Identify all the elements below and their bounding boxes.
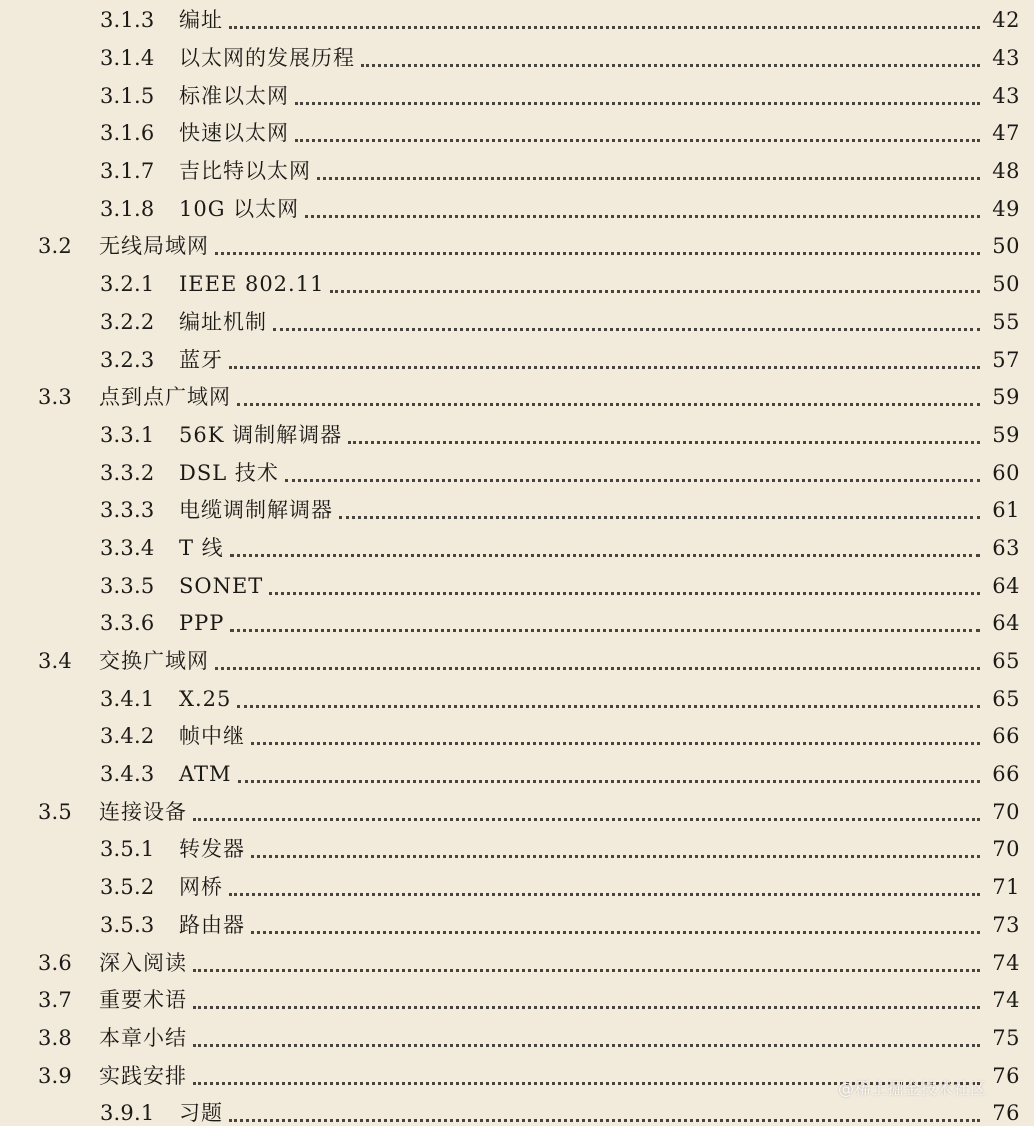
toc-entry-page: 73 [992,912,1020,937]
toc-entry-number: 3.2.2 [100,309,155,334]
toc-entry-number: 3.7 [38,988,72,1013]
toc-entry-title: 编址机制 [179,309,267,334]
toc-entry-page: 61 [992,498,1020,523]
toc-entry-number: 3.1.3 [100,8,155,33]
toc-entry-number: 3.8 [38,1025,72,1050]
table-of-contents [0,2,1034,1126]
toc-entry-page: 65 [992,649,1020,674]
toc-dot-leader [273,328,980,331]
toc-entry-title: 点到点广域网 [99,385,231,410]
toc-dot-leader [251,855,980,858]
toc-dot-leader [229,366,980,369]
toc-entry-number: 3.4.2 [100,724,155,749]
toc-entry-title: 交换广域网 [99,649,209,674]
toc-entry-number: 3.5.2 [100,875,155,900]
toc-subsection-entry [0,341,1034,379]
toc-entry-number: 3.1.8 [100,196,155,221]
toc-subsection-entry [0,417,1034,455]
toc-entry-title: ATM [179,762,232,787]
toc-subsection-entry [0,454,1034,492]
toc-entry-number: 3.6 [38,950,72,975]
toc-entry-number: 3.2 [38,234,72,259]
toc-entry-number: 3.9 [38,1063,72,1088]
toc-dot-leader [230,554,980,557]
toc-entry-number: 3.3.1 [100,422,155,447]
toc-dot-leader [193,1006,980,1009]
toc-dot-leader [269,592,980,595]
toc-subsection-entry [0,2,1034,40]
toc-entry-page: 43 [992,46,1020,71]
toc-section-entry [0,643,1034,681]
toc-entry-number: 3.1.6 [100,121,155,146]
toc-dot-leader [285,479,980,482]
toc-section-entry [0,228,1034,266]
toc-entry-title: 转发器 [179,837,245,862]
toc-entry-page: 64 [992,611,1020,636]
toc-section-entry [0,944,1034,982]
toc-entry-number: 3.4.1 [100,686,155,711]
toc-entry-number: 3.4.3 [100,762,155,787]
toc-subsection-entry [0,153,1034,191]
toc-subsection-entry [0,77,1034,115]
toc-entry-number: 3.1.4 [100,46,155,71]
toc-entry-title: X.25 [179,686,232,711]
toc-entry-title: 深入阅读 [99,950,187,975]
toc-subsection-entry [0,680,1034,718]
toc-subsection-entry [0,718,1034,756]
toc-entry-page: 75 [992,1025,1020,1050]
toc-subsection-entry [0,115,1034,153]
toc-dot-leader [251,742,980,745]
toc-subsection-entry [0,831,1034,869]
toc-entry-title: 电缆调制解调器 [179,498,333,523]
toc-entry-number: 3.3.3 [100,498,155,523]
toc-entry-number: 3.2.3 [100,347,155,372]
toc-entry-page: 74 [992,950,1020,975]
toc-entry-title: 重要术语 [99,988,187,1013]
toc-dot-leader [193,1044,980,1047]
watermark: @稀土掘金技术社区 [838,1079,987,1098]
toc-dot-leader [305,215,980,218]
toc-dot-leader [339,516,980,519]
toc-entry-number: 3.5 [38,799,72,824]
toc-entry-page: 43 [992,83,1020,108]
toc-dot-leader [237,705,980,708]
toc-entry-title: 网桥 [179,875,223,900]
toc-entry-page: 42 [992,8,1020,33]
toc-entry-number: 3.2.1 [100,272,155,297]
toc-dot-leader [237,403,980,406]
toc-section-entry [0,793,1034,831]
toc-entry-number: 3.4 [38,649,72,674]
toc-dot-leader [193,969,980,972]
toc-dot-leader [238,780,980,783]
toc-entry-page: 50 [992,272,1020,297]
toc-entry-title: 10G 以太网 [179,196,300,221]
toc-dot-leader [317,177,980,180]
toc-entry-page: 74 [992,988,1020,1013]
toc-entry-title: PPP [179,611,225,636]
toc-entry-number: 3.1.5 [100,83,155,108]
toc-subsection-entry [0,1095,1034,1126]
toc-subsection-entry [0,567,1034,605]
toc-entry-page: 70 [992,837,1020,862]
toc-entry-page: 64 [992,573,1020,598]
toc-entry-page: 59 [992,422,1020,447]
toc-subsection-entry [0,756,1034,794]
toc-entry-title: IEEE 802.11 [179,272,325,297]
toc-dot-leader [251,931,980,934]
toc-dot-leader [295,139,980,142]
toc-dot-leader [361,64,980,67]
toc-entry-page: 65 [992,686,1020,711]
toc-entry-title: DSL 技术 [179,460,279,485]
toc-entry-page: 55 [992,309,1020,334]
toc-entry-page: 60 [992,460,1020,485]
toc-dot-leader [229,1119,980,1122]
toc-dot-leader [348,441,980,444]
toc-entry-title: 连接设备 [99,799,187,824]
toc-entry-title: 标准以太网 [179,83,289,108]
toc-entry-title: 路由器 [179,912,245,937]
toc-entry-title: 帧中继 [179,724,245,749]
toc-entry-title: 实践安排 [99,1063,187,1088]
toc-subsection-entry [0,40,1034,78]
toc-dot-leader [193,818,980,821]
toc-entry-page: 66 [992,724,1020,749]
toc-dot-leader [295,102,980,105]
toc-subsection-entry [0,907,1034,945]
toc-entry-number: 3.3.5 [100,573,155,598]
toc-entry-number: 3.9.1 [100,1101,155,1126]
toc-entry-title: 无线局域网 [99,234,209,259]
toc-entry-title: 本章小结 [99,1025,187,1050]
toc-entry-title: SONET [179,573,264,598]
toc-entry-page: 71 [992,875,1020,900]
toc-entry-number: 3.1.7 [100,159,155,184]
toc-subsection-entry [0,190,1034,228]
toc-entry-title: T 线 [179,535,224,560]
toc-subsection-entry [0,492,1034,530]
toc-dot-leader [215,667,980,670]
toc-subsection-entry [0,530,1034,568]
toc-entry-page: 59 [992,385,1020,410]
toc-entry-number: 3.3 [38,385,72,410]
toc-dot-leader [229,26,980,29]
toc-entry-page: 47 [992,121,1020,146]
toc-subsection-entry [0,304,1034,342]
toc-entry-number: 3.3.4 [100,535,155,560]
toc-dot-leader [215,252,980,255]
toc-entry-title: 习题 [179,1101,223,1126]
toc-entry-page: 48 [992,159,1020,184]
toc-dot-leader [229,893,980,896]
toc-subsection-entry [0,266,1034,304]
toc-entry-page: 50 [992,234,1020,259]
toc-section-entry [0,1020,1034,1058]
toc-entry-page: 76 [992,1101,1020,1126]
toc-entry-title: 快速以太网 [179,121,289,146]
toc-entry-page: 57 [992,347,1020,372]
toc-subsection-entry [0,605,1034,643]
toc-subsection-entry [0,869,1034,907]
toc-entry-title: 吉比特以太网 [179,159,311,184]
toc-dot-leader [330,290,980,293]
toc-dot-leader [230,629,980,632]
toc-entry-number: 3.3.2 [100,460,155,485]
toc-section-entry [0,379,1034,417]
toc-entry-page: 63 [992,535,1020,560]
toc-section-entry [0,982,1034,1020]
toc-entry-number: 3.5.3 [100,912,155,937]
toc-entry-title: 以太网的发展历程 [179,46,355,71]
toc-entry-page: 66 [992,762,1020,787]
toc-entry-number: 3.5.1 [100,837,155,862]
toc-entry-page: 70 [992,799,1020,824]
toc-entry-page: 76 [992,1063,1020,1088]
toc-entry-title: 编址 [179,8,223,33]
toc-entry-title: 蓝牙 [179,347,223,372]
toc-entry-page: 49 [992,196,1020,221]
toc-entry-title: 56K 调制解调器 [179,422,343,447]
toc-entry-number: 3.3.6 [100,611,155,636]
